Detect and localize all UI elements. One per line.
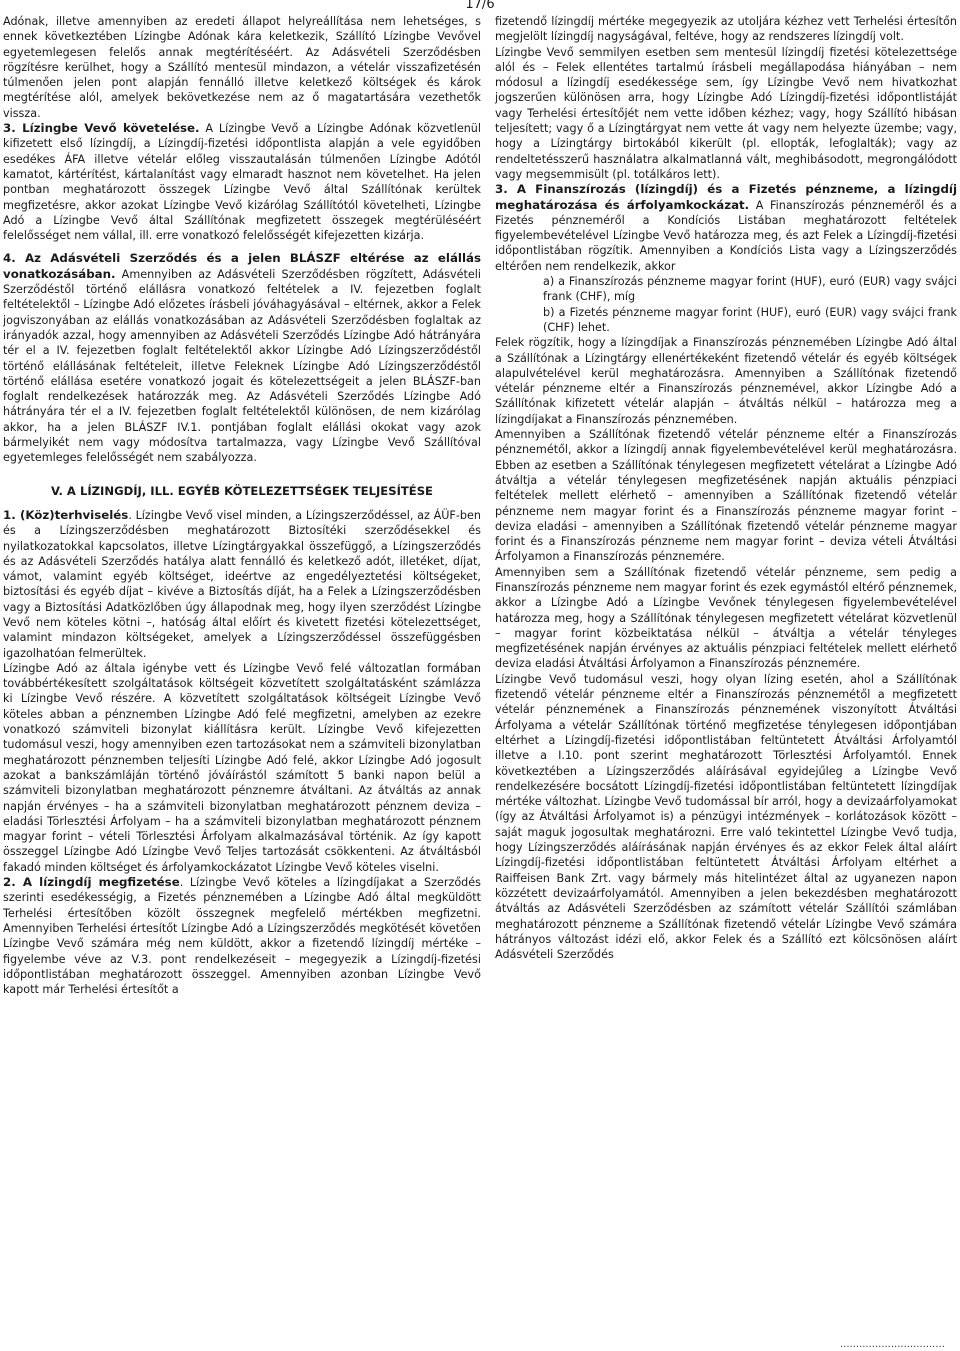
list-item: b) a Fizetés pénzneme magyar forint (HUF), euró (EUR) vagy svájci frank (CHF) lehet. <box>543 305 957 334</box>
left-column <box>3 14 481 997</box>
paragraph-6: Lízingbe Vevő tudomásul veszi, hogy olyan lízing esetén, ahol a Szállítónak fizetendő vételár pénzneme eltér a Finanszírozás pénznemétől a megfizetett vételár pénznemének a Finanszírozás pénznemének viszonyított Átváltási Árfolyama a vételár Szállítónak történő megfizetése ténylegesen időpontjában eltérhet a Lízingdíj-fizetési időpontlistában feltüntetett Átváltási Árfolyamtól illetve a I.10. pont szerint meghatározott Törlesztési Árfolyamtól. Ennek következtében a Lízingszerződés aláírásával egyidejűleg a Lízingbe Vevő rendelkezésére bocsátott Lízingdíj-fizetési időpontlistában feltüntetett lízingdíjak mértéke változhat. Lízingbe Vevő tudomással bír arról, hogy a devizaárfolyamokat (így az Átváltási Árfolyamot is) a pénzügyi intézmények – korlátozások között – saját maguk jogosultak meghatározni. Erre való tekintettel Lízingbe Vevő tudja, hogy Lízingszerződés aláírásának napján érvényes és az ekkor Felek által aláírt Lízingdíj-fizetési időpontlistában feltüntetett Átváltási Árfolyam eltérhet a Raiffeisen Bank Zrt. vagy bármely más hitelintézet által az ugyanezen napon közzétett devizaárfolyamától. Amennyiben a jelen bekezdésben meghatározott átváltás az Adásvételi Szerződésben az számított vételár Szállítói számlában meghatározott pénzneme a Szállítónak fizetendő vételár Lízingbe Vevő számára hátrányos változást idézi elő, akkor Felek és a Szállító ezt kölcsönösen aláírt Adásvételi Szerződés <box>495 672 957 962</box>
section-3-right-paragraph <box>495 182 957 274</box>
section-1-title: 1. (Köz)terhviselés <box>3 507 129 522</box>
section-1-paragraph-2: Lízingbe Adó az általa igénybe vett és Lízingbe Vevő felé változatlan formában továbbértékesített szolgáltatások költségeit közvetített szolgáltatásként számlázza ki Lízingbe Vevő részére. A közvetített szolgáltatások költségeit Lízingbe Vevő köteles abban a pénznemben Lízingbe Adó felé megfizetni, amelyben az ezekre vonatkozó számviteli bizonylat kiállításra került. Lízingbe Vevő kifejezetten tudomásul veszi, hogy amennyiben ezen tartozásokat nem a számviteli bizonylatban meghatározott pénznemben teljesíti Lízingbe Adó felé, akkor Lízingbe Adó jogosult azokat a bankszámláján történő jóváírástól számított 5 banki napon belül a számviteli bizonylatban meghatározott pénznemre átváltani. Az átváltás az annak napján érvényes – ha a számviteli bizonylatban meghatározott pénznem deviza – eladási Törlesztési Árfolyam – ha a számviteli bizonylatban meghatározott pénznem magyar forint – vételi Törlesztési Árfolyam alkalmazásával történik. Az így kapott összeggel Lízingbe Adó Lízingbe Vevő Teljes tartozását csökkenteni. Az átváltásból fakadó minden költséget és árfolyamkockázatot Lízingbe Vevő köteles viselni. <box>3 661 481 874</box>
right-column <box>495 14 957 962</box>
list-item: a) a Finanszírozás pénzneme magyar forint (HUF), euró (EUR) vagy svájci frank (CHF), míg <box>543 275 957 304</box>
paragraph-4: Amennyiben a Szállítónak fizetendő vételár pénzneme eltér a Finanszírozás pénznemétől, akkor a lízingdíj annak figyelembevételével kerül meghatározásra. Ebben az esetben a Szállítónak ténylegesen megfizetett vételárat a Lízingbe Adó átváltja a vételár ténylegesen megfizetésének napján aktuális pénzpiaci feltételek mellett elérhető – amennyiben a Szállítónak fizetendő vételár pénzneme nem magyar forint és a Finanszírozás pénzneme magyar forint – deviza eladási – amennyiben a Szállítónak fizetendő vételár pénzneme magyar forint és a Finanszírozás pénzneme nem magyar forint – deviza vételi Átváltási Árfolyamon a Finanszírozás pénznemére. <box>495 428 957 564</box>
section-4-body: Amennyiben az Adásvételi Szerződésben rögzített, Adásvételi Szerződéstől történő elállásra vonatkozó feltételek a IV. fejezetben foglalt feltételektől – Lízingbe Adó előzetes írásbeli jóváhagyásával – eltérnek, akkor a Felek jogviszonyában az elállás vonatkozásában az Adásvételi Szerződésben foglaltak az irányadók azzal, hogy amennyiben az Adásvételi Szerződés Lízingbe Adó hátrányára tér el a IV. fejezetben foglalt feltételektől akkor Lízingbe Adó Lízingszerződéstől történő elállásának feltételeit, illetve Feleknek Lízingbe Adó Lízingszerződéstől történő elállása esetére vonatkozó jogait és kötelezettségeit a jelen BLÁSZF-ban foglalt rendelkezések határozzák meg. Az Adásvételi Szerződés Lízingbe Adó hátrányára tér el a IV. fejezetben foglalt feltételektől különösen, de nem kizárólag akkor, ha a jelen BLÁSZF IV.1. pontjában foglalt elállási okokat vagy azok bármelyikét nem vagy módosítva tartalmazza, vagy Lízingbe Vevő Szállítóval egyetemleges felelősségét nem szabályozza. <box>3 267 481 465</box>
currency-list <box>543 274 957 335</box>
section-3-paragraph <box>3 121 481 243</box>
section-3-right-body: A Finanszírozás pénzneméről és a Fizetés pénzneméről a Kondíciós Listában meghatározott feltételek figyelembevételével Lízingbe Vevő határozza meg, és azt Felek a Lízingdíj-fizetési időpontlistában rögzítik. Amennyiben a Kondíciós Lista vagy a Lízingszerződés eltérően nem rendelkezik, akkor <box>495 198 957 273</box>
section-3-body: A Lízingbe Vevő a Lízingbe Adónak közvetlenül kifizetett első lízingdíj, a Lízingdíj-fizetési időpontlista alapján a vele egyidőben esedékes ÁFA illetve vételár előleg visszautalásán túlmenően Lízingbe Adótól kamatot, kártérítést, kártalanítást vagy elmaradt hasznot nem követelhet. Ha jelen pontban meghatározott összegek Lízingbe Vevő által Szállítónak kerültek megfizetésre, akkor azokat Lízingbe Vevő kizárólag Szállítótól követelheti, Lízingbe Adó a Lízingbe Vevő által Szállítónak megfizetett összegek megtérüléséért felelősséget nem vállal, ill. erre vonatkozó felelősségét kifejezetten kizárja. <box>3 122 482 243</box>
footer-dots: ................................. <box>840 1339 945 1350</box>
section-2-title: 2. A lízingdíj megfizetése <box>3 875 180 890</box>
section-1-paragraph <box>3 508 481 661</box>
section-3-right-title: 3. A Finanszírozás (lízingdíj) és a Fizetés pénzneme, a lízingdíj meghatározása és árfolyamkockázat. <box>495 182 957 212</box>
section-4-title: 4. Az Adásvételi Szerződés és a jelen BLÁSZF eltérése az elállás vonatkozásában. <box>3 251 481 281</box>
paragraph-3: Felek rögzítik, hogy a lízingdíjak a Finanszírozás pénznemében Lízingbe Adó által a Szállítónak a Lízingtárgy ellenértékeként fizetendő vételár és egyéb költségek alapulvételével kerül meghatározásra. Amennyiben a Szállítónak fizetendő vételár pénzneme eltér a Finanszírozás pénznemével, akkor Lízingbe Adó a Szállítónak kifizetett vételár alapján – átváltás nélkül – határozza meg a lízingdíjakat a Finanszírozás pénznemében. <box>495 336 957 426</box>
section-4-paragraph <box>3 251 481 465</box>
section-2-body: . Lízingbe Vevő köteles a lízingdíjakat a Szerződés szerinti esedékességig, a Fizetés pénznemében a Lízingbe Adó által megküldött Terhelési értesítőben közölt összegnek megfelelő mértékben megfizetni. Amennyiben Terhelési értesítőt Lízingbe Adó a Lízingszerződés megkötését követően Lízingbe Vevő számára még nem küldött, akkor a fizetendő lízingdíj mértéke – figyelembe véve az V.3. pont rendelkezéseit – megegyezik a Lízingdíj-fizetési időpontlistában meghatározott összeggel. Amennyiben azonban Lízingbe Vevő kapott már Terhelési értesítőt a <box>3 876 481 997</box>
continuation-paragraph: fizetendő lízingdíj mértéke megegyezik az utoljára kézhez vett Terhelési értesítőn megjelölt lízingdíj nagyságával, feltéve, hogy az rendszeres lízingdíj volt. <box>495 15 957 44</box>
section-3-title: 3. Lízingbe Vevő követelése. <box>3 121 200 136</box>
intro-paragraph: Adónak, illetve amennyiben az eredeti állapot helyreállítása nem lehetséges, s ennek következtében Lízingbe Adónak kára keletkezik, Szállító Lízingbe Vevővel egyetemlegesen felelős annak megtérítéséért. Az Adásvételi Szerződésben rögzítésre kerülhet, hogy a Szállító mentesül mindazon, a vételár visszafizetésén túlmenően jelen pont alapján fennálló illetve keletkező költségek és károk megtérítése alól, amelyek bekövetkezése nem az ő magatartására vezethetők vissza. <box>3 15 481 120</box>
chapter-title: V. A LÍZINGDÍJ, ILL. EGYÉB KÖTELEZETTSÉGEK TELJESÍTÉSE <box>51 483 433 498</box>
paragraph-5: Amennyiben sem a Szállítónak fizetendő vételár pénzneme, sem pedig a Finanszírozás pénzneme nem magyar forint és ezek egymástól eltérő pénznemek, akkor a Lízingbe Adó a Lízingbe Vevőnek ténylegesen figyelembevételével határozza meg, hogy a Szállítónak ténylegesen megfizetett vételárat közvetlenül – magyar forint közbeiktatása nélkül – átváltja a vételár tényleges megfizetésének napján érvényes az aktuális pénzpiaci feltételek mellett elérhető deviza eladási Átváltási Árfolyamon a Finanszírozás pénznemére. <box>495 565 957 671</box>
page-number: 17/6 <box>465 0 495 12</box>
obligation-paragraph: Lízingbe Vevő semmilyen esetben sem mentesül lízingdíj fizetési kötelezettsége alól és – Felek ellentétes tartalmú írásbeli megállapodása hiányában – nem módosul a lízingdíj esedékessége sem, így Lízingbe Vevő nem hivatkozhat jogszerűen különösen arra, hogy Lízingbe Adó Lízingdíj-fizetési időpontlistáját vagy Terhelési értesítőjét nem vette időben kézhez; vagy, hogy Szállító hibásan teljesített; vagy ő a Lízingtárgyat nem vette át vagy nem helyezte üzembe; vagy, hogy a Lízingtárgy birtokából kikerült (pl. ellopták, lefoglalták); vagy az rendeltetésszerű használatra alkalmatlanná vált, meghibásodott, megrongálódott vagy megsemmisült (pl. totálkáros lett). <box>495 45 957 181</box>
section-1-body: . Lízingbe Vevő visel minden, a Lízingszerződéssel, az ÁÜF-ben és a Lízingszerződésben meghatározott Biztosítéki szerződésekkel és nyilatkozatokkal kapcsolatos, illetve Lízingtárgyakkal összefüggő, a Lízingszerződés és az Adásvételi Szerződés hatálya alatt fennálló és keletkező adót, illetéket, díjat, vámot, valamint egyéb költséget, ideértve az engedélyeztetési költségeket, biztosítási és egyéb díjat – kivéve a Biztosítás díját, ha a Felek a Lízingszerződésben vagy a Biztosítási Adatközlőben úgy állapodnak meg, hogy ilyen szerződést Lízingbe Vevő nem köteles kötni –, hatóság által előírt és kivetett fizetési kötelezettséget, valamint mindazon költségeket, amelyek a Lízingszerződéssel összefüggésben igazolhatóan felmerültek. <box>3 508 481 660</box>
section-2-paragraph <box>3 875 481 997</box>
